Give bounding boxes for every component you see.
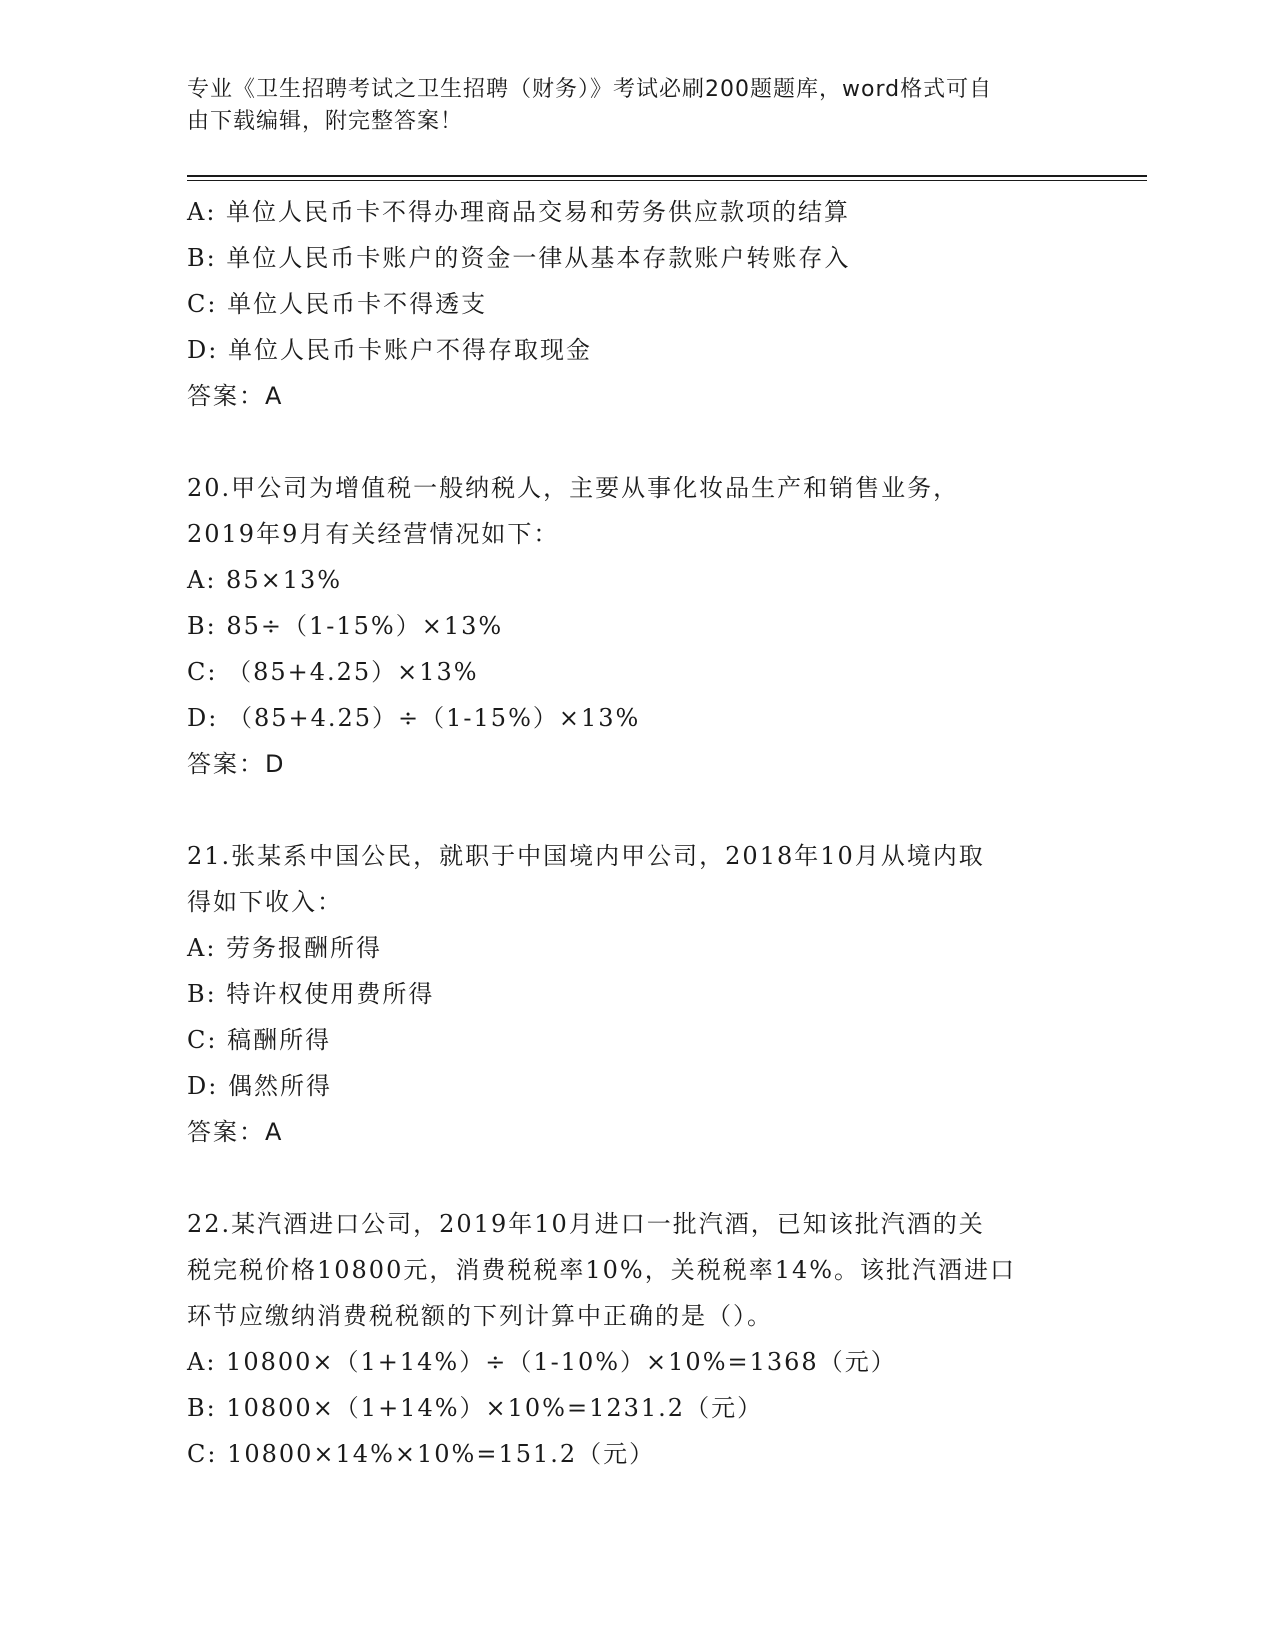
question-19-block: [187, 189, 1067, 419]
option-b: B: 单位人民币卡账户的资金一律从基本存款账户转账存入: [187, 244, 851, 272]
question-stem: 20.甲公司为增值税一般纳税人，主要从事化妆品生产和销售业务，: [187, 474, 960, 502]
question-content: [187, 189, 1067, 1477]
question-20-block: [187, 465, 1067, 787]
header-rule-thick: [187, 175, 1147, 177]
option-c: C: （85+4.25）×13%: [187, 658, 479, 686]
option-c: C: 10800×14%×10%=151.2（元）: [187, 1440, 656, 1468]
option-a: A: 单位人民币卡不得办理商品交易和劳务供应款项的结算: [187, 198, 851, 226]
question-gap: [187, 787, 1067, 833]
option-d: D: 偶然所得: [187, 1072, 332, 1100]
question-stem: 2019年9月有关经营情况如下：: [187, 520, 560, 548]
answer-line: 答案：A: [187, 382, 284, 410]
question-stem: 22.某汽酒进口公司，2019年10月进口一批汽酒，已知该批汽酒的关: [187, 1210, 985, 1238]
option-a: A: 劳务报酬所得: [187, 934, 383, 962]
option-d: D: 单位人民币卡账户不得存取现金: [187, 336, 592, 364]
document-page: [187, 0, 1147, 1650]
header-line-1: 专业《卫生招聘考试之卫生招聘（财务）》考试必刷200题题库，word格式可自: [187, 77, 993, 102]
option-d: D: （85+4.25）÷（1-15%）×13%: [187, 704, 641, 732]
question-stem: 环节应缴纳消费税税额的下列计算中正确的是（）。: [187, 1302, 773, 1330]
question-gap: [187, 1155, 1067, 1201]
option-c: C: 单位人民币卡不得透支: [187, 290, 488, 318]
question-21-block: [187, 833, 1067, 1155]
header-line-2: 由下载编辑，附完整答案！: [187, 109, 464, 134]
option-b: B: 特许权使用费所得: [187, 980, 435, 1008]
question-22-block: [187, 1201, 1067, 1477]
question-stem: 21.张某系中国公民，就职于中国境内甲公司，2018年10月从境内取: [187, 842, 985, 870]
question-stem: 税完税价格10800元，消费税税率10%，关税税率14%。该批汽酒进口: [187, 1256, 1017, 1284]
answer-line: 答案：A: [187, 1118, 284, 1146]
option-c: C: 稿酬所得: [187, 1026, 332, 1054]
question-gap: [187, 419, 1067, 465]
header-rule-thin: [187, 180, 1147, 181]
document-header: [187, 74, 1067, 138]
option-b: B: 85÷（1-15%）×13%: [187, 612, 504, 640]
option-a: A: 85×13%: [187, 566, 343, 594]
option-b: B: 10800×（1+14%）×10%=1231.2（元）: [187, 1394, 764, 1422]
option-a: A: 10800×（1+14%）÷（1-10%）×10%=1368（元）: [187, 1348, 897, 1376]
question-stem: 得如下收入：: [187, 888, 343, 916]
answer-line: 答案：D: [187, 750, 286, 778]
